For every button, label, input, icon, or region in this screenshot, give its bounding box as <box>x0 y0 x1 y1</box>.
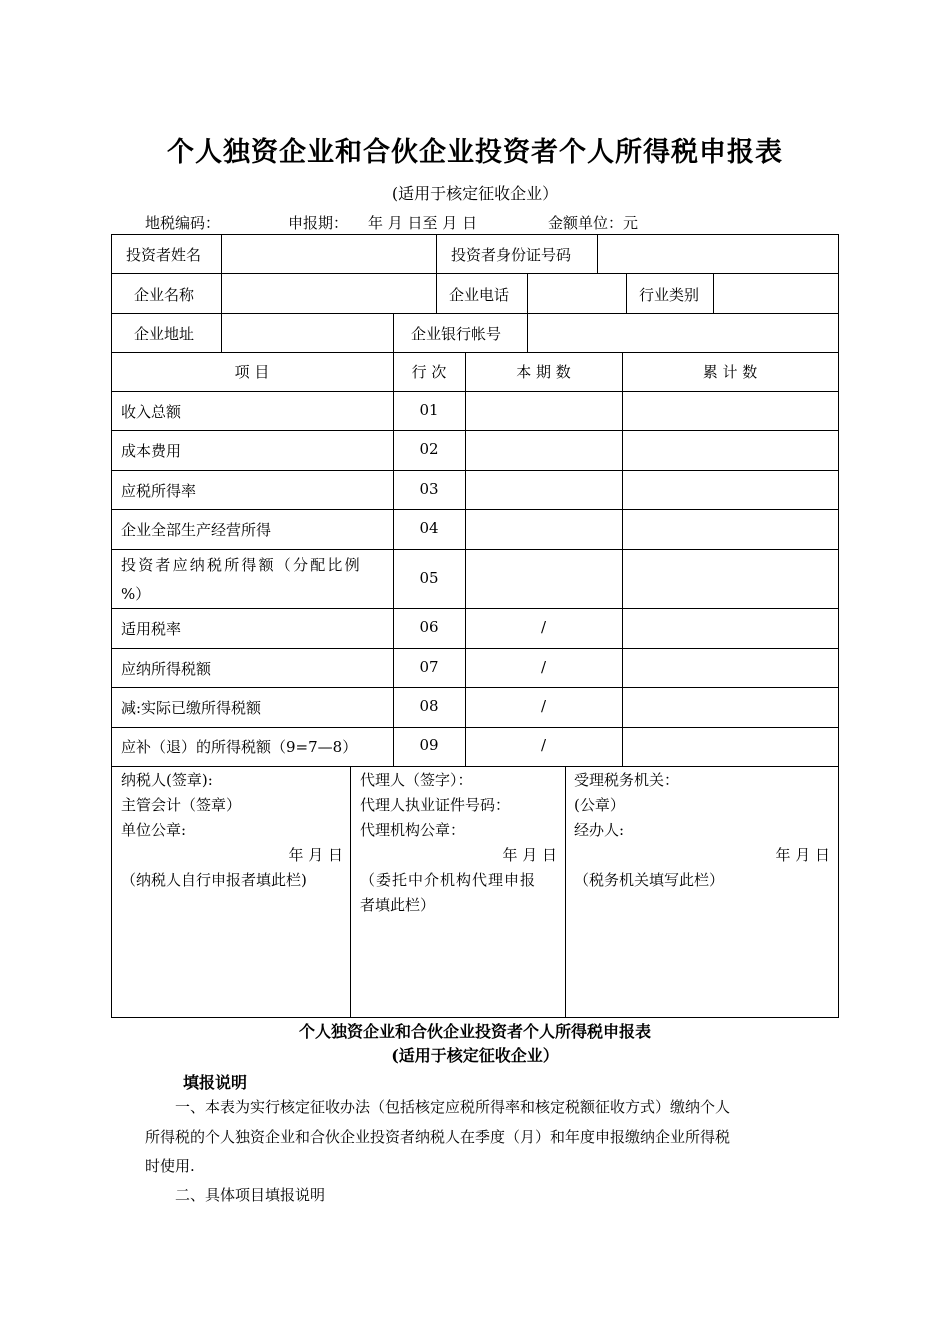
agent-license-label: 代理人执业证件号码： <box>360 796 511 814</box>
tax-office-date: 年 月 日 <box>775 846 830 864</box>
instructions-subtitle: (适用于核定征收企业） <box>391 1046 559 1065</box>
row-no: 05 <box>419 569 439 587</box>
row-no: 07 <box>419 658 439 676</box>
tax-office-label: 受理税务机关： <box>574 771 680 789</box>
taxpayer-note: （纳税人自行申报者填此栏) <box>121 871 307 889</box>
row-no: 06 <box>419 618 439 636</box>
taxpayer-seal-label: 纳税人(签章): <box>121 771 213 789</box>
bank-account-label: 企业银行帐号 <box>411 325 502 343</box>
taxpayer-date: 年 月 日 <box>288 846 343 864</box>
row-no: 09 <box>419 736 439 754</box>
industry-label: 行业类别 <box>639 286 700 304</box>
investor-name-label: 投资者姓名 <box>126 246 202 264</box>
tax-code-label: 地税编码： <box>145 214 221 232</box>
row-label: 应税所得率 <box>121 482 197 500</box>
instructions-para-2: 二、具体项目填报说明 <box>175 1186 326 1204</box>
tax-office-note: （税务机关填写此栏） <box>574 871 725 889</box>
agent-sign-label: 代理人（签字）： <box>360 771 473 789</box>
col-header-current: 本 期 数 <box>516 363 571 381</box>
instructions-heading: 填报说明 <box>183 1073 248 1092</box>
row-label-continued: %） <box>121 585 151 603</box>
row-no: 01 <box>419 401 439 419</box>
row-label: 成本费用 <box>121 442 182 460</box>
period-value: 年 月 日至 月 日 <box>368 214 478 232</box>
handler-label: 经办人: <box>574 821 625 839</box>
row-label: 企业全部生产经营所得 <box>121 521 272 539</box>
row-current: / <box>540 697 547 715</box>
agency-seal-label: 代理机构公章： <box>360 821 466 839</box>
row-no: 03 <box>419 480 439 498</box>
company-address-label: 企业地址 <box>134 325 195 343</box>
tax-office-section <box>574 768 830 893</box>
row-current: / <box>540 736 547 754</box>
company-phone-label: 企业电话 <box>449 286 510 304</box>
col-header-row-no: 行 次 <box>411 363 447 381</box>
instructions-para-1-line-3: 时使用. <box>145 1157 195 1175</box>
period-label: 申报期： <box>288 214 349 232</box>
instructions-para-1: 一、本表为实行核定征收办法（包括核定应税所得率和核定税额征收方式）缴纳个人 <box>175 1098 731 1116</box>
page-subtitle: (适用于核定征收企业） <box>391 184 559 203</box>
instructions-title: 个人独资企业和合伙企业投资者个人所得税申报表 <box>298 1022 651 1041</box>
row-label: 适用税率 <box>121 620 182 638</box>
row-no: 02 <box>419 440 439 458</box>
currency-label: 金额单位：元 <box>548 214 639 232</box>
investor-id-label: 投资者身份证号码 <box>451 246 572 264</box>
col-header-item: 项 目 <box>234 363 270 381</box>
page-title: 个人独资企业和合伙企业投资者个人所得税申报表 <box>167 137 783 168</box>
row-current: / <box>540 618 547 636</box>
col-header-cumulative: 累 计 数 <box>702 363 758 381</box>
instructions-para-1-line-2: 所得税的个人独资企业和合伙企业投资者纳税人在季度（月）和年度申报缴纳企业所得税 <box>145 1128 731 1146</box>
agent-date: 年 月 日 <box>502 846 557 864</box>
official-seal-label: (公章） <box>574 796 625 814</box>
agent-note-continued: 者填此栏） <box>360 896 436 914</box>
agent-signature-section <box>360 768 557 918</box>
row-label: 减:实际已缴所得税额 <box>121 699 262 717</box>
row-label: 应纳所得税额 <box>121 660 212 678</box>
row-current: / <box>540 658 547 676</box>
row-label: 投资者应纳税所得额（分配比例 <box>121 556 362 574</box>
row-label: 收入总额 <box>121 403 182 421</box>
unit-seal-label: 单位公章: <box>121 821 187 839</box>
accountant-seal-label: 主管会计（签章） <box>121 796 242 814</box>
agent-note: （委托中介机构代理申报 <box>360 871 537 889</box>
row-no: 08 <box>419 697 439 715</box>
taxpayer-signature-section <box>121 768 343 893</box>
company-name-label: 企业名称 <box>134 286 195 304</box>
row-label: 应补（退）的所得税额（9=7—8） <box>121 738 358 756</box>
row-no: 04 <box>419 519 439 537</box>
